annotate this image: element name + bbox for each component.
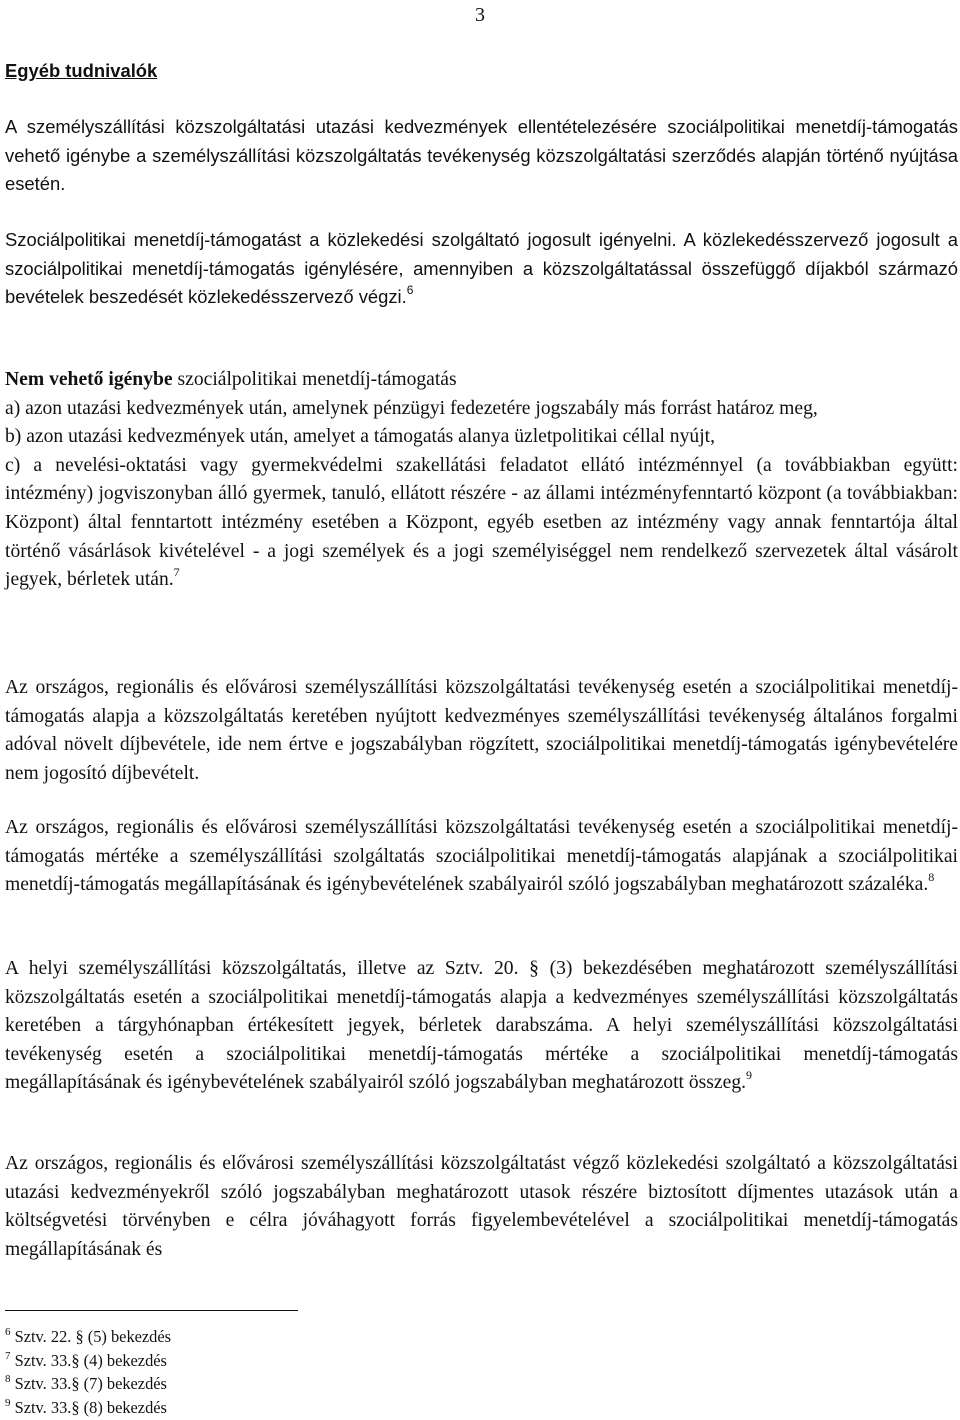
exclusion-item-a: a) azon utazási kedvezmények után, amelynek pénzügyi fedezetére jogszabály más forrást határoz meg,: [5, 397, 818, 419]
exclusions-section: [5, 366, 958, 595]
footnote-9: [5, 1396, 171, 1420]
footnote-ref-6[interactable]: 6: [406, 283, 414, 298]
local-paragraph: [5, 955, 958, 1098]
exclusions-lead: [5, 366, 958, 395]
footnote-number: 6: [5, 1326, 11, 1338]
footnote-text: Sztv. 33.§ (7) bekezdés: [14, 1374, 167, 1394]
footnote-ref-9[interactable]: 9: [746, 1068, 753, 1083]
exclusion-item-c-text: c) a nevelési-oktatási vagy gyermekvédelmi szakellátási feladatot ellátó intézménnyel (a továbbiakban együtt: intézmény) jogviszonyban álló gyermek, tanuló, ellátott részére - az állami intézményfenntartó központ (a továbbiakban: Központ) által fenntartott intézmény esetében a Központ, egyéb esetben az intézmény vagy annak fenntartója által történő vásárlások kivételével - a jogi személyek és a jogi személyiséggel nem rendelkező szervezetek által vásárolt jegyek, bérletek után.: [5, 454, 958, 591]
footnote-8: [5, 1372, 171, 1396]
footnote-6: [5, 1325, 171, 1349]
page-number: 3: [475, 4, 485, 26]
local-text: A helyi személyszállítási közszolgáltatás, illetve az Sztv. 20. § (3) bekezdésében meghatározott személyszállítási közszolgáltatás esetén a szociálpolitikai menetdíj-támogatás alapja a kedvezményes személyszállítási közszolgáltatás keretében a tárgyhónapban értékesített jegyek, bérletek darabszáma. A helyi személyszállítási közszolgáltatási tevékenység esetén a szociálpolitikai menetdíj-támogatás mértéke a szociálpolitikai menetdíj-támogatás megállapításának és igénybevételének szabályairól szóló jogszabályban meghatározott összeg.: [5, 958, 958, 1094]
free-travel-paragraph: Az országos, regionális és elővárosi személyszállítási közszolgáltatást végző közlekedési szolgáltató a közszolgáltatási utazási kedvezményekről szóló jogszabályban meghatározott utasok részére biztosított díjmentes utazások után a költségvetési törvényben e célra jóváhagyott forrás figyelembevételével a szociálpolitikai menetdíj-támogatás megállapításának és: [5, 1153, 958, 1260]
eligibility-text: Szociálpolitikai menetdíj-támogatást a közlekedési szolgáltató jogosult igényelni. A közlekedésszervező jogosult a szociálpolitikai menetdíj-támogatás igénylésére, amennyiben a közszolgáltatással összefüggő díjakból származó bevételek beszedését közlekedésszervező végzi.: [5, 229, 958, 308]
footnote-text: Sztv. 33.§ (8) bekezdés: [14, 1397, 167, 1417]
footnote-text: Sztv. 22. § (5) bekezdés: [14, 1327, 172, 1346]
footnote-ref-8[interactable]: 8: [928, 870, 935, 885]
footnote-number: 7: [5, 1349, 11, 1362]
footnotes-list: [5, 1325, 171, 1419]
eligibility-paragraph: [5, 226, 958, 312]
intro-text: A személyszállítási közszolgáltatási utazási kedvezmények ellentételezésére szociálpolitikai menetdíj-támogatás vehető igénybe a személyszállítási közszolgáltatás tevékenység közszolgáltatási szerződés alapján történő nyújtása esetén.: [5, 116, 958, 195]
section-heading: Egyéb tudnivalók: [5, 60, 158, 81]
footnote-7: [5, 1349, 171, 1373]
exclusion-item-c: [5, 452, 958, 595]
exclusions-lead-rest: szociálpolitikai menetdíj-támogatás: [172, 369, 457, 390]
rate-national-text: Az országos, regionális és elővárosi személyszállítási közszolgáltatási tevékenység esetén a szociálpolitikai menetdíj-támogatás mértéke a személyszállítási szolgáltatás szociálpolitikai menetdíj-támogatás alapjának a szociálpolitikai menetdíj-támogatás megállapításának és igénybevételének szabályairól szóló jogszabályban meghatározott százaléka.: [5, 817, 958, 896]
basis-national-paragraph: Az országos, regionális és elővárosi személyszállítási közszolgáltatási tevékenység esetén a szociálpolitikai menetdíj-támogatás alapja a közszolgáltatás keretében nyújtott kedvezményes személyszállítási tevékenység általános forgalmi adóval növelt díjbevétele, ide nem értve e jogszabályban rögzített, szociálpolitikai menetdíj-támogatás igénybevételére nem jogosító díjbevételt.: [5, 677, 958, 784]
footnote-separator: [5, 1310, 298, 1311]
rate-national-paragraph: [5, 814, 958, 900]
footnote-text: Sztv. 33.§ (4) bekezdés: [14, 1350, 167, 1370]
footnote-ref-7[interactable]: 7: [173, 565, 180, 580]
intro-paragraph: [5, 113, 958, 199]
footnote-number: 9: [5, 1396, 11, 1409]
exclusion-item-b: b) azon utazási kedvezmények után, amelyet a támogatás alanya üzletpolitikai céllal nyújt,: [5, 426, 715, 448]
exclusions-lead-bold: Nem vehető igénybe: [5, 369, 173, 390]
footnote-number: 8: [5, 1373, 11, 1386]
